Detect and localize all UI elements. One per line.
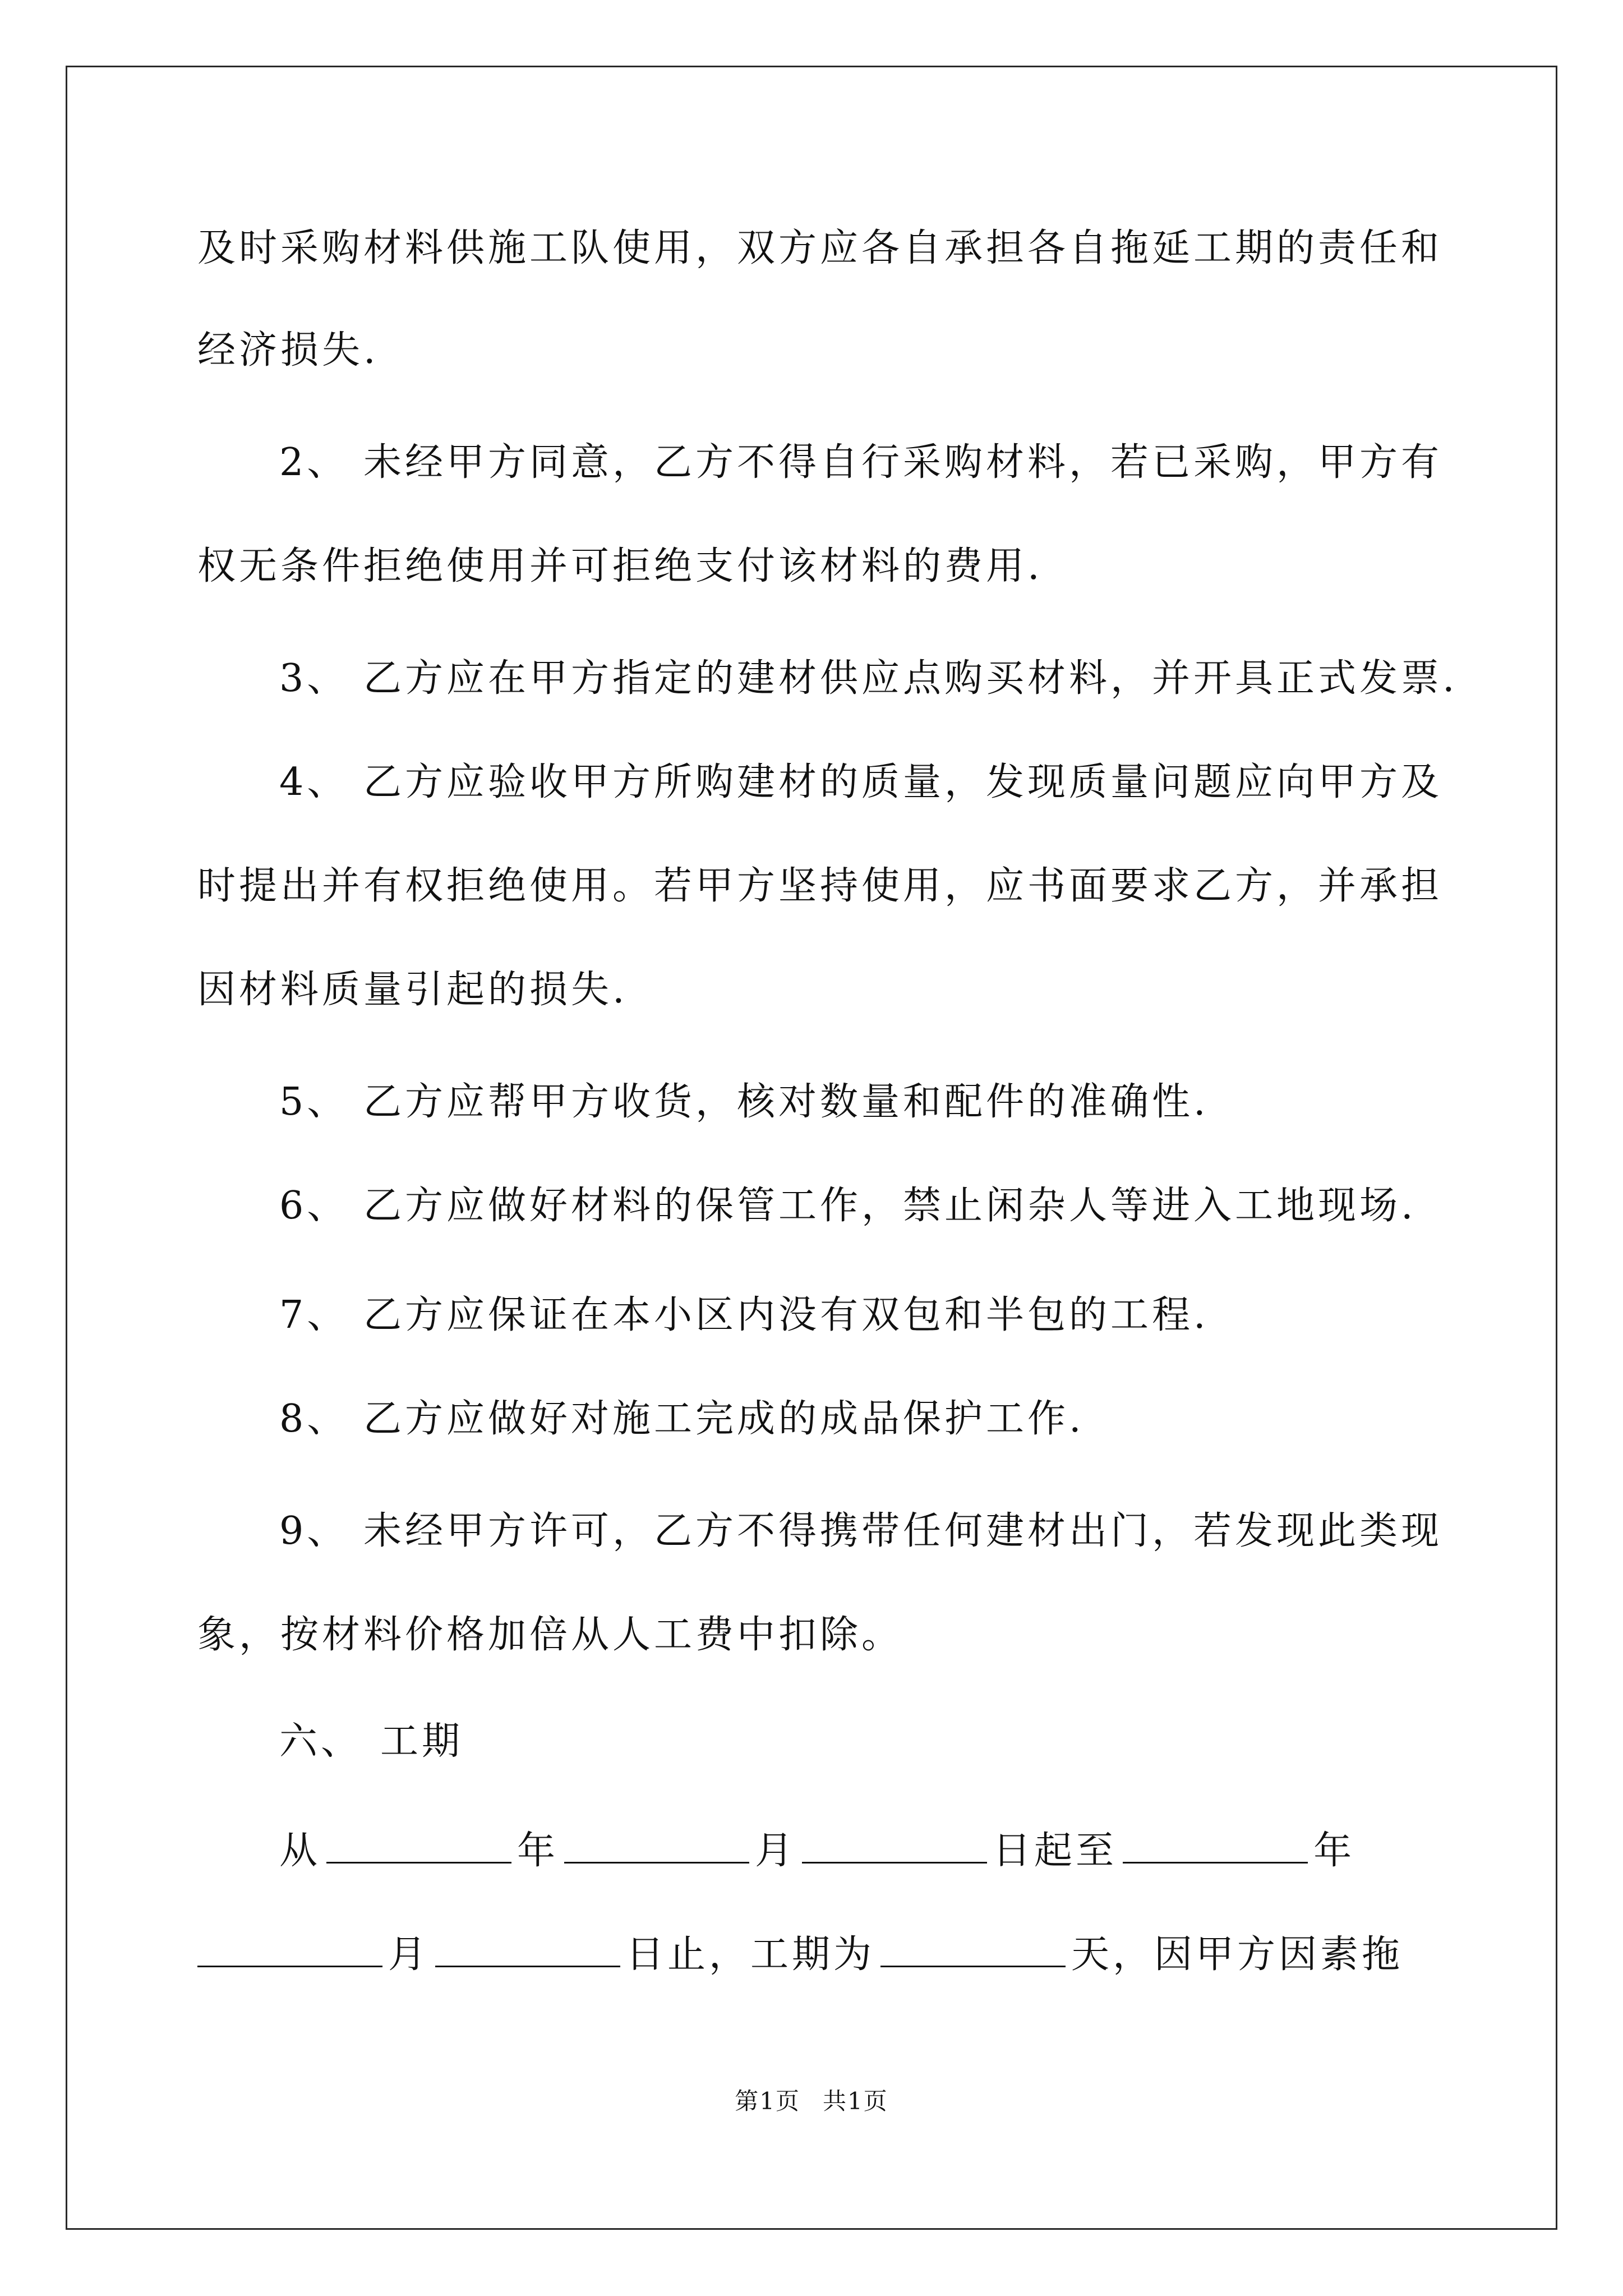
- text-line: 及时采购材料供施工队使用，双方应各自承担各自拖延工期的责任和: [197, 226, 1443, 270]
- section-title: 工期: [380, 1719, 464, 1764]
- clause-number: 9、: [279, 1509, 349, 1553]
- clause-3: [279, 648, 1524, 710]
- clause-8: [279, 1388, 1524, 1450]
- schedule-days-tail: 天，因甲方因素拖: [1071, 1932, 1404, 1977]
- page-total: 共1页: [823, 2087, 888, 2115]
- page-footer: [0, 2085, 1623, 2118]
- schedule-year: 年: [517, 1829, 559, 1873]
- text-line: 权无条件拒绝使用并可拒绝支付该材料的费用.: [197, 544, 1043, 588]
- text-line: 经济损失.: [197, 328, 379, 372]
- clause-text: 乙方应帮甲方收货，核对数量和配件的准确性.: [363, 1080, 1209, 1124]
- blank-start-day: [802, 1828, 987, 1864]
- schedule-day-end: 日止，工期为: [626, 1932, 875, 1977]
- clause-number: 6、: [279, 1184, 349, 1228]
- schedule-month: 月: [755, 1829, 797, 1873]
- schedule-day-start: 日起至: [993, 1829, 1118, 1873]
- blank-end-month: [197, 1932, 382, 1967]
- clause-text: 乙方应做好对施工完成的成品保护工作.: [363, 1397, 1085, 1441]
- clause-number: 3、: [279, 656, 349, 701]
- blank-end-year: [1123, 1828, 1308, 1864]
- blank-start-month: [564, 1828, 749, 1864]
- section-number: 六、: [279, 1719, 363, 1764]
- schedule-year-2: 年: [1313, 1829, 1355, 1873]
- text-line: 象，按材料价格加倍从人工费中扣除。: [197, 1613, 903, 1657]
- clause-number: 4、: [279, 760, 349, 804]
- clause-2: [279, 432, 1524, 494]
- clause-text: 乙方应在甲方指定的建材供应点购买材料，并开具正式发票.: [363, 656, 1458, 701]
- section-6-heading: [279, 1711, 1524, 1773]
- clause-number: 8、: [279, 1397, 349, 1441]
- clause-6: [279, 1175, 1524, 1237]
- page-border: [66, 66, 1557, 2230]
- clause-text: 未经甲方许可，乙方不得携带任何建材出门，若发现此类现: [363, 1509, 1443, 1553]
- clause-text: 乙方应做好材料的保管工作，禁止闲杂人等进入工地现场.: [363, 1184, 1417, 1228]
- blank-duration: [880, 1932, 1066, 1967]
- blank-start-year: [326, 1828, 511, 1864]
- clause-number: 5、: [279, 1080, 349, 1124]
- clause-number: 2、: [279, 440, 349, 485]
- clause-7: [279, 1285, 1524, 1346]
- clause-5: [279, 1071, 1524, 1133]
- page-number: 第1页: [735, 2087, 800, 2115]
- clause-4: [279, 752, 1524, 813]
- clause-text: 乙方应验收甲方所购建材的质量，发现质量问题应向甲方及: [363, 760, 1443, 804]
- schedule-month-2: 月: [388, 1932, 430, 1977]
- blank-end-day: [435, 1932, 620, 1967]
- schedule-line-1: [279, 1820, 1524, 1882]
- clause-number: 7、: [279, 1293, 349, 1337]
- schedule-line-2: [197, 1924, 1442, 1986]
- text-line: 因材料质量引起的损失.: [197, 968, 628, 1012]
- clause-9: [279, 1501, 1524, 1562]
- schedule-from: 从: [279, 1829, 321, 1873]
- text-line: 时提出并有权拒绝使用。若甲方坚持使用，应书面要求乙方，并承担: [197, 864, 1443, 908]
- clause-text: 乙方应保证在本小区内没有双包和半包的工程.: [363, 1293, 1209, 1337]
- clause-text: 未经甲方同意，乙方不得自行采购材料，若已采购，甲方有: [363, 440, 1443, 485]
